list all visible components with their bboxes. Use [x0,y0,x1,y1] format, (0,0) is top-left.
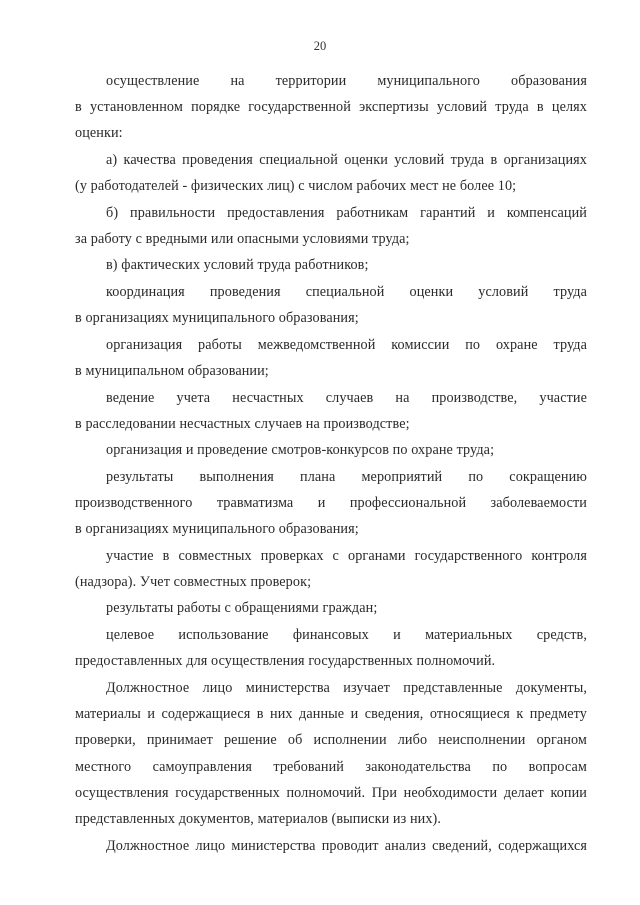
text-line: организация работы межведомственной комиссии по охране труда [106,337,587,353]
text-line: (надзора). Учет совместных проверок; [75,574,312,590]
text-line: целевое использование финансовых и материальных средств, [106,627,587,643]
text-line: местного самоуправления требований законодательства по вопросам [75,759,587,775]
text-line: проверки, принимает решение об исполнении либо неисполнении органом [75,732,587,748]
text-line: осуществление на территории муниципального образования [106,73,587,89]
text-line: Должностное лицо министерства проводит анализ сведений, содержащихся [106,838,587,854]
text-line: ведение учета несчастных случаев на производстве, участие [106,390,587,406]
text-line: материалы и содержащиеся в них данные и сведения, относящиеся к предмету [75,706,587,722]
text-line: результаты работы с обращениями граждан; [106,600,378,616]
text-line: Должностное лицо министерства изучает представленные документы, [106,680,587,696]
text-line: представленных документов, материалов (выписки из них). [75,811,442,827]
text-line: в организациях муниципального образования; [75,521,359,537]
text-line: в муниципальном образовании; [75,363,269,379]
text-line: предоставленных для осуществления государственных полномочий. [75,653,496,669]
text-line: в установленном порядке государственной экспертизы условий труда в целях [75,99,587,115]
text-line: осуществления государственных полномочий. При необходимости делает копии [75,785,587,801]
text-line: координация проведения специальной оценки условий труда [106,284,587,300]
text-line: за работу с вредными или опасными условиями труда; [75,231,410,247]
text-line: оценки: [75,125,123,141]
text-line: в расследовании несчастных случаев на производстве; [75,416,410,432]
text-line: результаты выполнения плана мероприятий по сокращению [106,469,587,485]
text-line: (у работодателей - физических лиц) с числом рабочих мест не более 10; [75,178,517,194]
page-number: 20 [313,39,327,53]
text-line: в) фактических условий труда работников; [106,257,369,273]
text-line: а) качества проведения специальной оценки условий труда в организациях [106,152,587,168]
text-line: в организациях муниципального образования; [75,310,359,326]
text-line: участие в совместных проверках с органами государственного контроля [106,548,587,564]
text-line: производственного травматизма и профессиональной заболеваемости [75,495,587,511]
text-line: б) правильности предоставления работникам гарантий и компенсаций [106,205,587,221]
text-line: организация и проведение смотров-конкурсов по охране труда; [106,442,495,458]
